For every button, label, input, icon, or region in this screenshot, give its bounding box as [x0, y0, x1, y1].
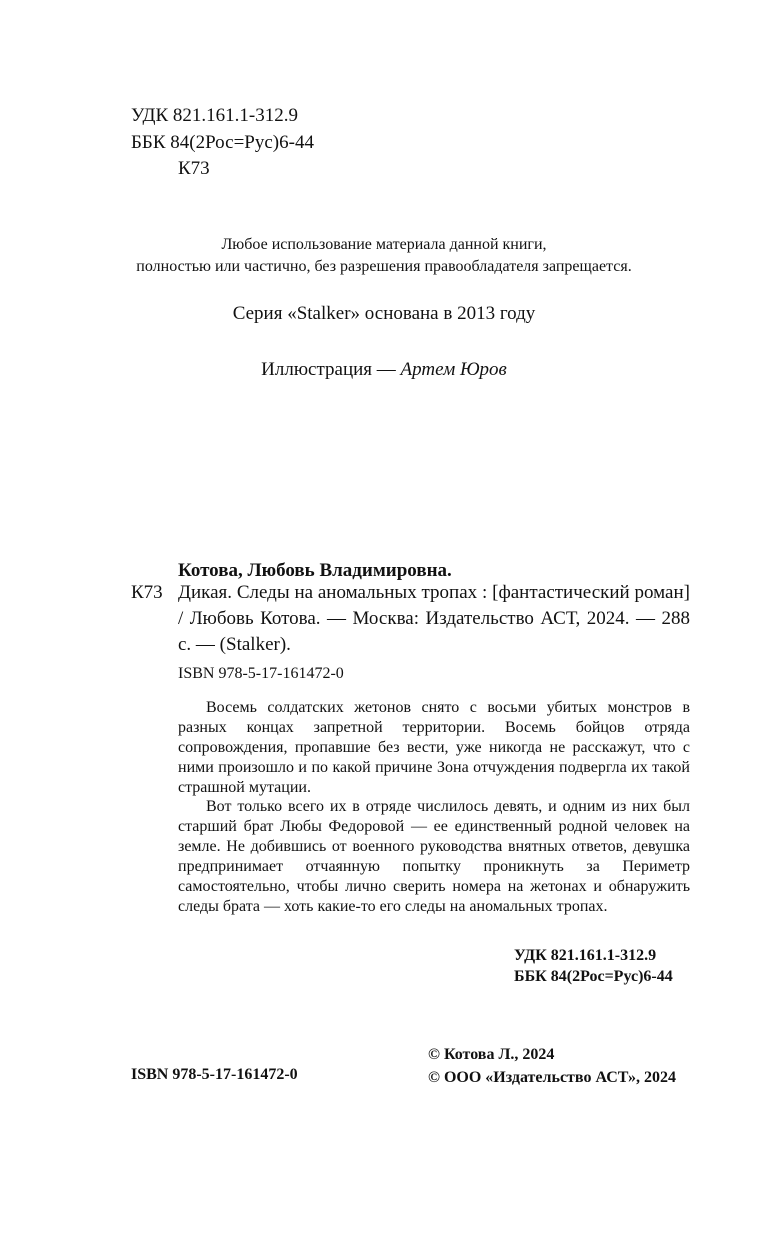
record-description: Дикая. Следы на аномальных тропах : [фантастический роман] / Любовь Котова. — Москва: Издательство АСТ, 2024. — 288 с. — (Stalker). [178, 582, 690, 655]
footer-isbn: ISBN 978-5-17-161472-0 [131, 1066, 298, 1083]
copyright-author: © Котова Л., 2024 [428, 1046, 555, 1063]
udk-code-bold: УДК 821.161.1-312.9 [514, 947, 657, 964]
record-mark: К73 [131, 582, 163, 603]
record-isbn: ISBN 978-5-17-161472-0 [178, 665, 344, 682]
copyright-notice [0, 234, 768, 278]
series-note: Серия «Stalker» основана в 2013 году [232, 303, 536, 324]
copyright-notice-line1: Любое использование материала данной книги, [221, 236, 547, 253]
record-author: Котова, Любовь Владимировна. [178, 560, 452, 581]
author-mark: К73 [178, 158, 210, 179]
annotation-paragraph-2: Вот только всего их в отряде числилось девять, и одним из них был старший брат Любы Федоровой — ее единственный родной человек на земле. Не добившись от военного руководства внятных ответов, девушка предпринимает отчаянную попытку проникнуть за Периметр самостоятельно, чтобы лично сверить номера на жетонах и обнаружить следы брата — хоть какие-то его следы на аномальных тропах. [178, 798, 690, 915]
bbk-code: ББК 84(2Рос=Рус)6-44 [131, 132, 314, 153]
illustration-artist: Артем Юров [400, 359, 507, 380]
bbk-code-bold: ББК 84(2Рос=Рус)6-44 [514, 967, 673, 985]
annotation-paragraph-1: Восемь солдатских жетонов снято с восьми убитых монстров в разных концах запретной территории. Восемь бойцов отряда сопровождения, пропавшие без вести, уже никогда не расскажут, что с ними произошло и по какой причине Зона отчуждения подвергла их такой страшной мутации. [178, 699, 690, 796]
classification-bold [514, 946, 673, 987]
copyright-block [428, 1043, 676, 1089]
illustration-credit [0, 359, 768, 381]
copyright-notice-line2: полностью или частично, без разрешения правообладателя запрещается. [136, 258, 632, 275]
copyright-publisher: © ООО «Издательство АСТ», 2024 [428, 1069, 677, 1086]
illustration-prefix: Иллюстрация — [261, 359, 401, 380]
udk-code: УДК 821.161.1-312.9 [131, 105, 298, 126]
